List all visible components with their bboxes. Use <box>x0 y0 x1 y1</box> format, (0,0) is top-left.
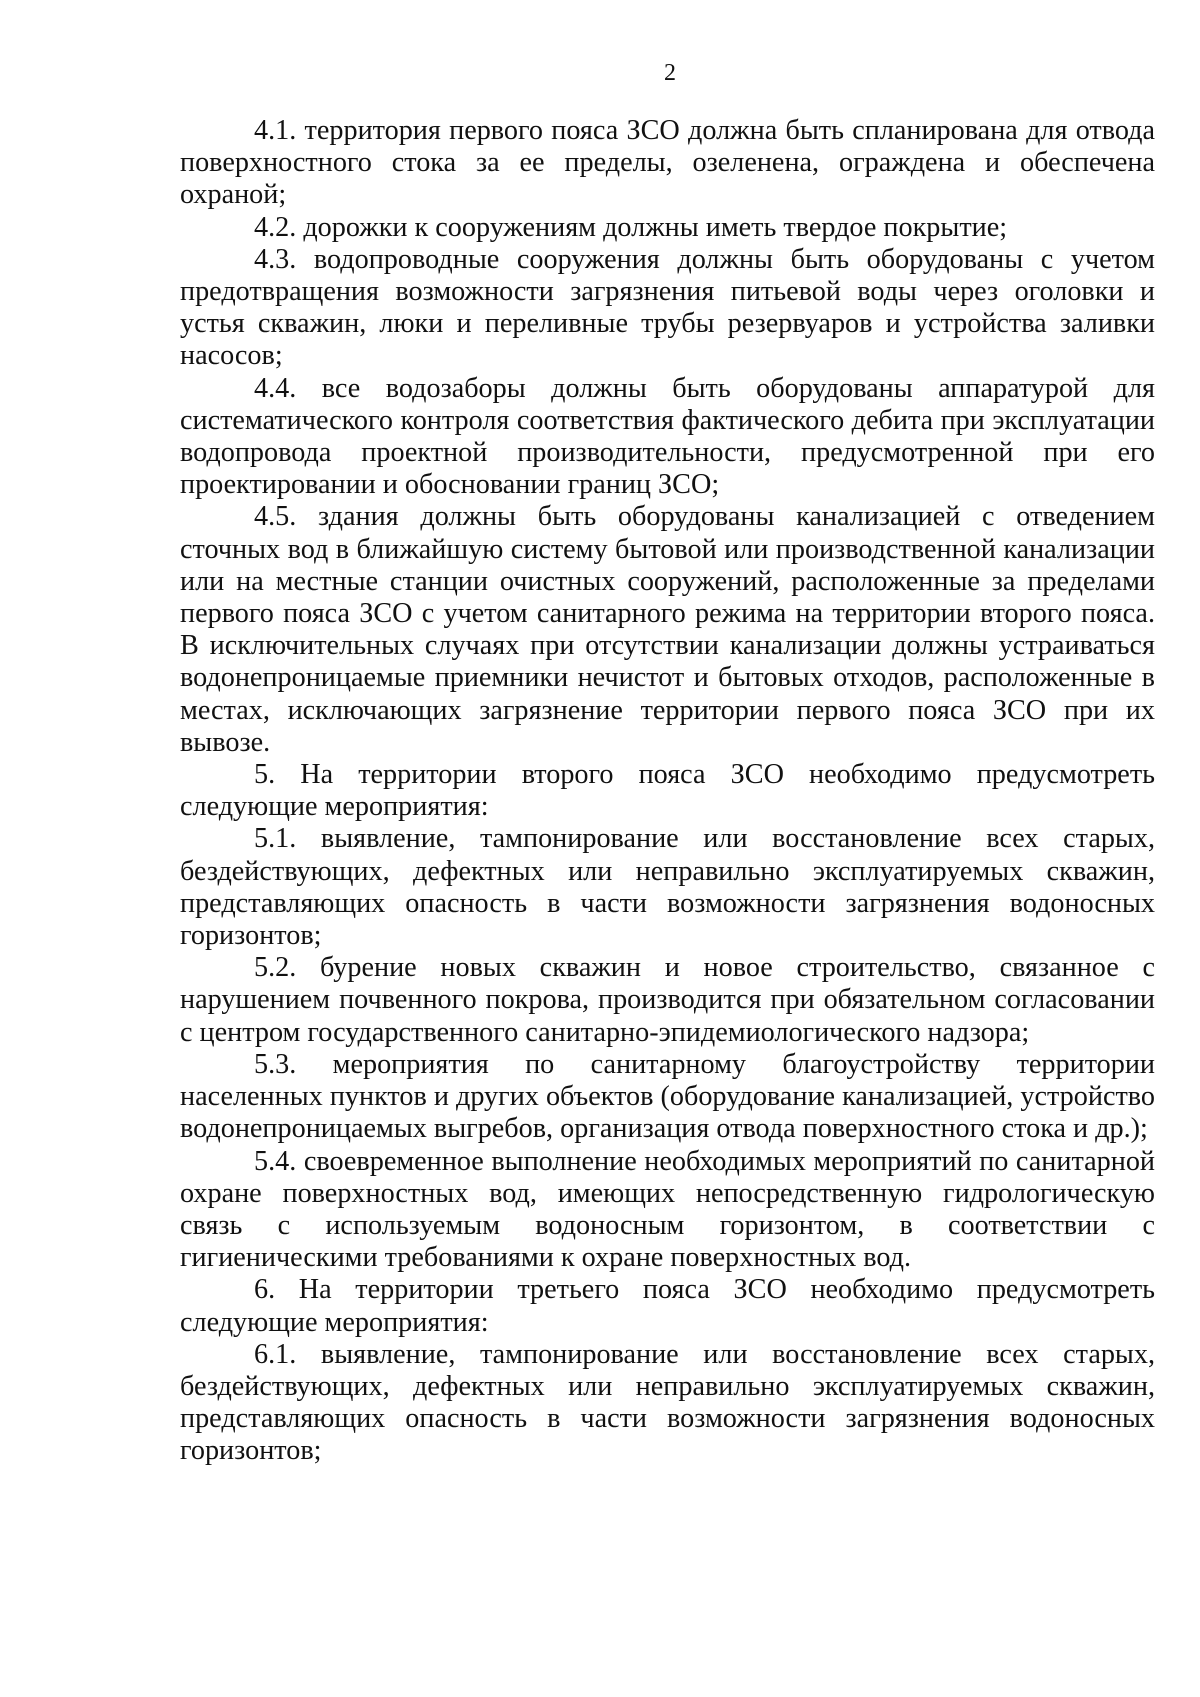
paragraph-5-4: 5.4. своевременное выполнение необходимых мероприятий по санитарной охране поверхностных вод, имеющих непосредственную гидрологическую связь с используемым водоносным горизонтом, в соответствии с гигиеническими требованиями к охране поверхностных вод. <box>180 1145 1155 1274</box>
paragraph-6-1: 6.1. выявление, тампонирование или восстановление всех старых, бездействующих, дефектных или неправильно эксплуатируемых скважин, представляющих опасность в части возможности загрязнения водоносных горизонтов; <box>180 1338 1155 1467</box>
paragraph-5-3: 5.3. мероприятия по санитарному благоустройству территории населенных пунктов и других объектов (оборудование канализацией, устройство водонепроницаемых выгребов, организация отвода поверхностного стока и др.); <box>180 1048 1155 1145</box>
paragraph-5-1: 5.1. выявление, тампонирование или восстановление всех старых, бездействующих, дефектных или неправильно эксплуатируемых скважин, представляющих опасность в части возможности загрязнения водоносных горизонтов; <box>180 823 1155 952</box>
paragraph-4-4: 4.4. все водозаборы должны быть оборудованы аппаратурой для систематического контроля соответствия фактического дебита при эксплуатации водопровода проектной производительности, предусмотренной при его проектировании и обосновании границ ЗСО; <box>180 372 1155 501</box>
paragraph-4-2: 4.2. дорожки к сооружениям должны иметь твердое покрытие; <box>254 211 1008 243</box>
document-body <box>180 115 1155 1468</box>
paragraph-4-1: 4.1. территория первого пояса ЗСО должна быть спланирована для отвода поверхностного стока за ее пределы, озеленена, ограждена и обеспечена охраной; <box>180 115 1155 211</box>
paragraph-6: 6. На территории третьего пояса ЗСО необходимо предусмотреть следующие мероприятия: <box>180 1274 1155 1338</box>
paragraph-4-3: 4.3. водопроводные сооружения должны быть оборудованы с учетом предотвращения возможности загрязнения питьевой воды через оголовки и устья скважин, люки и переливные трубы резервуаров и устройства заливки насосов; <box>180 243 1155 372</box>
page-number: 2 <box>664 60 676 86</box>
paragraph-5: 5. На территории второго пояса ЗСО необходимо предусмотреть следующие мероприятия: <box>180 759 1155 823</box>
paragraph-4-5: 4.5. здания должны быть оборудованы канализацией с отведением сточных вод в ближайшую систему бытовой или производственной канализации или на местные станции очистных сооружений, расположенные за пределами первого пояса ЗСО с учетом санитарного режима на территории второго пояса. В исключительных случаях при отсутствии канализации должны устраиваться водонепроницаемые приемники нечистот и бытовых отходов, расположенные в местах, исключающих загрязнение территории первого пояса ЗСО при их вывозе. <box>180 501 1155 758</box>
paragraph-5-2: 5.2. бурение новых скважин и новое строительство, связанное с нарушением почвенного покрова, производится при обязательном согласовании с центром государственного санитарно-эпидемиологического надзора; <box>180 952 1155 1048</box>
